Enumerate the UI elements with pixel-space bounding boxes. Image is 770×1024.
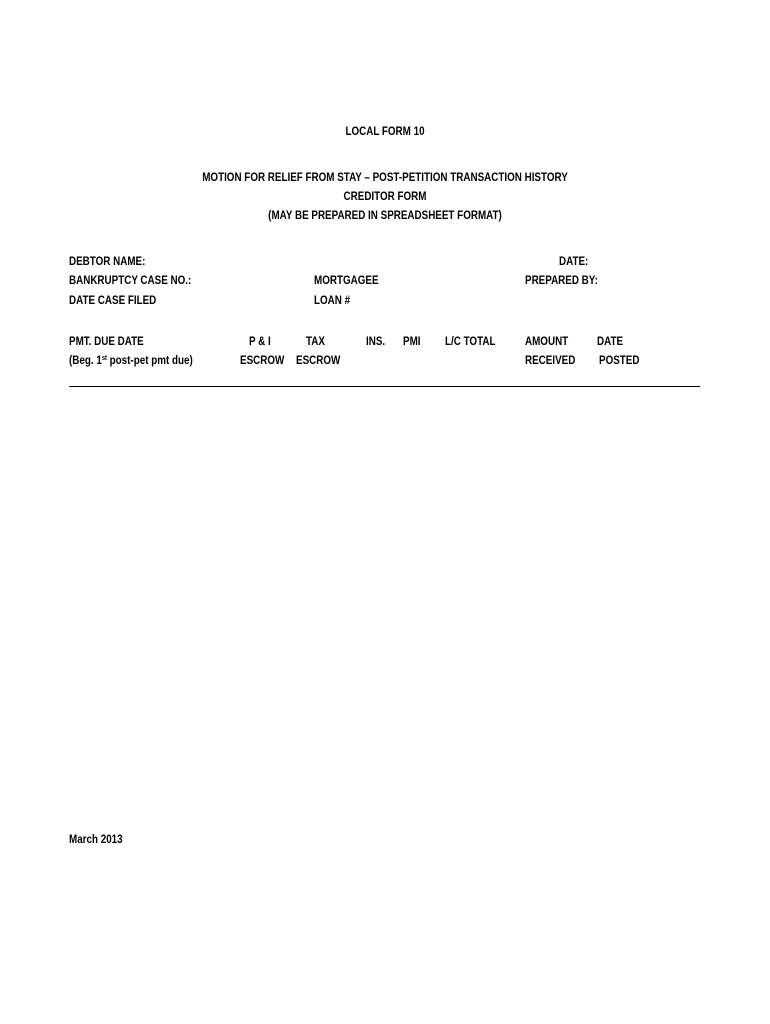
col-date-line2: POSTED xyxy=(599,353,640,367)
col-tax-line2: ESCROW xyxy=(296,353,341,367)
date-label: DATE: xyxy=(559,254,589,268)
col-pmt-due-date-note: (Beg. 1st post-pet pmt due) xyxy=(69,353,193,367)
footer-date: March 2013 xyxy=(69,832,123,846)
loan-number-label: LOAN # xyxy=(314,293,351,307)
form-title: MOTION FOR RELIEF FROM STAY – POST-PETITION TRANSACTION HISTORY xyxy=(202,170,568,184)
form-subtitle: CREDITOR FORM xyxy=(343,189,427,203)
form-number: LOCAL FORM 10 xyxy=(345,124,425,138)
col-amount-line2: RECEIVED xyxy=(525,353,576,367)
col-date-line1: DATE xyxy=(597,334,624,348)
col-pi-line1: P & I xyxy=(249,334,271,348)
bankruptcy-case-label: BANKRUPTCY CASE NO.: xyxy=(69,273,192,287)
mortgagee-label: MORTGAGEE xyxy=(314,273,379,287)
col-pmt-due-date: PMT. DUE DATE xyxy=(69,334,144,348)
col-pi-line2: ESCROW xyxy=(240,353,285,367)
form-note: (MAY BE PREPARED IN SPREADSHEET FORMAT) xyxy=(268,208,502,222)
header-divider xyxy=(69,386,700,387)
prepared-by-label: PREPARED BY: xyxy=(525,273,598,287)
date-case-filed-label: DATE CASE FILED xyxy=(69,293,157,307)
debtor-name-label: DEBTOR NAME: xyxy=(69,254,146,268)
col-lc-total: L/C TOTAL xyxy=(445,334,496,348)
col-ins: INS. xyxy=(366,334,386,348)
col-amount-line1: AMOUNT xyxy=(525,334,569,348)
col-tax-line1: TAX xyxy=(306,334,325,348)
col-pmi: PMI xyxy=(403,334,421,348)
